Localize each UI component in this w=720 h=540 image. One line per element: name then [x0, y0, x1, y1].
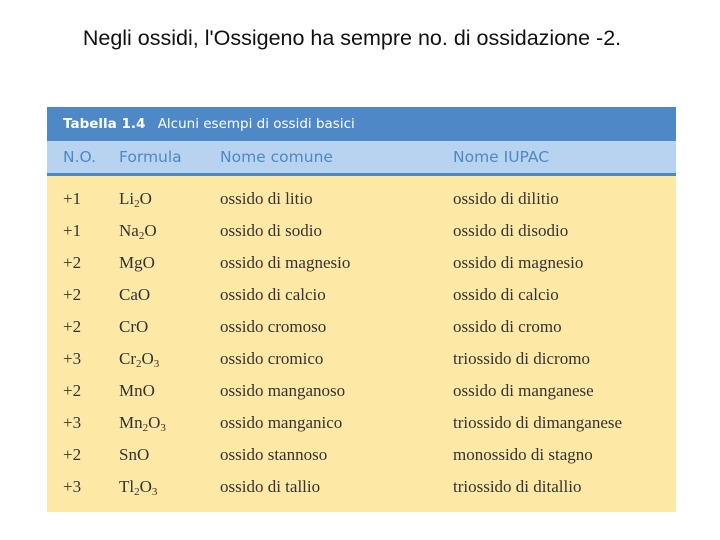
- formula-part: MgO: [119, 253, 155, 272]
- iupac-name: ossido di dilitio: [453, 189, 559, 208]
- common-name: ossido di magnesio: [220, 253, 351, 272]
- formula-part: Cr: [119, 349, 136, 368]
- iupac-name: monossido di stagno: [453, 445, 593, 464]
- formula-part: CaO: [119, 285, 151, 304]
- common-name: ossido di tallio: [220, 477, 321, 496]
- oxidation-number: +3: [63, 349, 82, 368]
- table-row: [47, 278, 676, 310]
- header-no: N.O.: [63, 148, 97, 166]
- header-common-name: Nome comune: [220, 148, 333, 166]
- iupac-name: triossido di ditallio: [453, 477, 582, 496]
- oxidation-number: +2: [63, 445, 82, 464]
- formula-part: O: [141, 349, 154, 368]
- formula-part: Li: [119, 189, 135, 208]
- formula-part: 2: [138, 230, 145, 242]
- iupac-name: triossido di dimanganese: [453, 413, 623, 432]
- formula-part: O: [148, 413, 161, 432]
- oxidation-number: +2: [63, 381, 82, 400]
- oxidation-number: +1: [63, 189, 82, 208]
- formula: [119, 189, 152, 209]
- table-caption-text: Alcuni esempi di ossidi basici: [157, 116, 355, 132]
- formula: [119, 221, 157, 241]
- common-name: ossido stannoso: [220, 445, 328, 464]
- common-name: ossido manganico: [220, 413, 343, 432]
- formula: [119, 317, 148, 337]
- formula-part: 2: [134, 486, 140, 498]
- table-caption-label: Tabella 1.4: [63, 116, 146, 132]
- formula-part: 3: [153, 358, 160, 370]
- formula: [119, 381, 155, 401]
- formula-part: SnO: [119, 445, 150, 464]
- table-row: [47, 470, 676, 502]
- iupac-name: ossido di magnesio: [453, 253, 584, 272]
- table-row: [47, 438, 676, 470]
- iupac-name: triossido di dicromo: [453, 349, 590, 368]
- table-row: [47, 182, 676, 214]
- table-row: [47, 374, 676, 406]
- oxidation-number: +2: [63, 285, 82, 304]
- oxidation-number: +3: [63, 413, 82, 432]
- formula-part: 3: [160, 422, 166, 434]
- oxides-table: [47, 107, 676, 512]
- formula: [119, 285, 150, 305]
- table-row: [47, 214, 676, 246]
- formula-part: 2: [134, 198, 140, 210]
- common-name: ossido di sodio: [220, 221, 323, 240]
- formula: [119, 253, 155, 273]
- formula-part: 3: [151, 486, 158, 498]
- common-name: ossido cromoso: [220, 317, 327, 336]
- iupac-name: ossido di cromo: [453, 317, 562, 336]
- formula: [119, 445, 149, 465]
- formula-part: MnO: [119, 381, 155, 400]
- formula-part: 2: [142, 422, 149, 434]
- table-row: [47, 342, 676, 374]
- formula-part: CrO: [119, 317, 149, 336]
- oxidation-number: +2: [63, 317, 82, 336]
- iupac-name: ossido di manganese: [453, 381, 594, 400]
- table-body: [47, 176, 676, 502]
- common-name: ossido di calcio: [220, 285, 326, 304]
- oxidation-number: +3: [63, 477, 82, 496]
- iupac-name: ossido di disodio: [453, 221, 569, 240]
- table-row: [47, 246, 676, 278]
- table-row: [47, 406, 676, 438]
- table-caption: [47, 107, 676, 141]
- common-name: ossido cromico: [220, 349, 324, 368]
- oxidation-number: +1: [63, 221, 82, 240]
- formula-part: Tl: [119, 477, 135, 496]
- iupac-name: ossido di calcio: [453, 285, 559, 304]
- formula-part: O: [144, 221, 157, 240]
- table-row: [47, 310, 676, 342]
- common-name: ossido manganoso: [220, 381, 346, 400]
- formula-part: Mn: [119, 413, 143, 432]
- common-name: ossido di litio: [220, 189, 313, 208]
- slide-title: Negli ossidi, l'Ossigeno ha sempre no. di ossidazione -2.: [82, 26, 622, 50]
- formula: [119, 349, 159, 369]
- formula-part: O: [139, 189, 152, 208]
- header-iupac-name: Nome IUPAC: [453, 148, 550, 166]
- formula-part: 2: [136, 358, 142, 370]
- formula: [119, 413, 166, 433]
- header-formula: Formula: [119, 148, 182, 166]
- oxidation-number: +2: [63, 253, 82, 272]
- table-header-row: [47, 141, 676, 176]
- formula-part: O: [139, 477, 152, 496]
- formula: [119, 477, 157, 497]
- formula-part: Na: [119, 221, 139, 240]
